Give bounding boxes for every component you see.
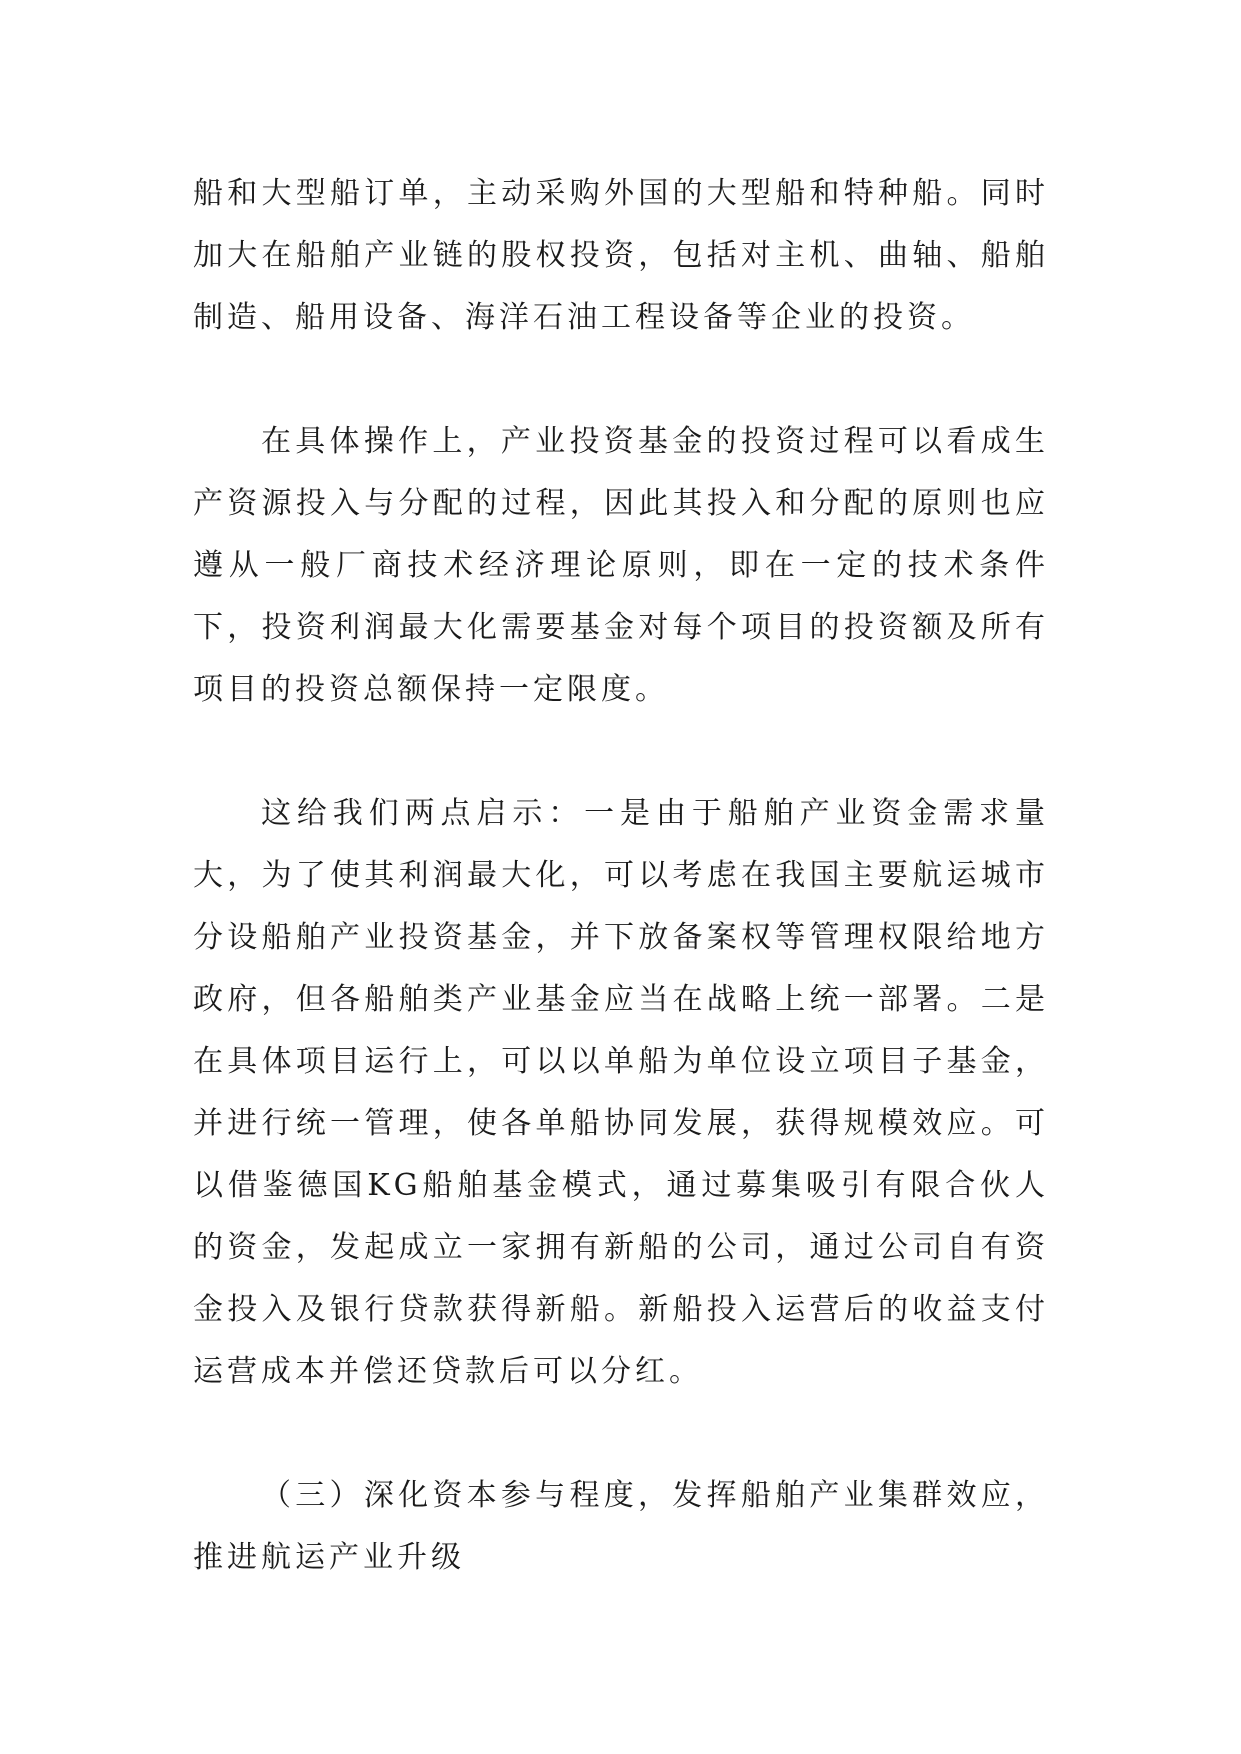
paragraph-two-insights: 这给我们两点启示：一是由于船舶产业资金需求量大，为了使其利润最大化，可以考虑在我国主要航运城市分设船舶产业投资基金，并下放备案权等管理权限给地方政府，但各船舶类产业基金应当在战略上统一部署。二是在具体项目运行上，可以以单船为单位设立项目子基金，并进行统一管理，使各单船协同发展，获得规模效应。可以借鉴德国KG船舶基金模式，通过募集吸引有限合伙人的资金，发起成立一家拥有新船的公司，通过公司自有资金投入及银行贷款获得新船。新船投入运营后的收益支付运营成本并偿还贷款后可以分红。 — [193, 796, 1049, 1389]
section-heading-three: （三）深化资本参与程度，发挥船舶产业集群效应，推进航运产业升级 — [193, 1478, 1049, 1575]
document-body — [193, 163, 1049, 1589]
paragraph-investment-operation: 在具体操作上，产业投资基金的投资过程可以看成生产资源投入与分配的过程，因此其投入和分配的原则也应遵从一般厂商技术经济理论原则，即在一定的技术条件下，投资利润最大化需要基金对每个项目的投资额及所有项目的投资总额保持一定限度。 — [193, 424, 1049, 707]
paragraph-continued: 船和大型船订单，主动采购外国的大型船和特种船。同时加大在船舶产业链的股权投资，包括对主机、曲轴、船舶制造、船用设备、海洋石油工程设备等企业的投资。 — [193, 176, 1049, 335]
